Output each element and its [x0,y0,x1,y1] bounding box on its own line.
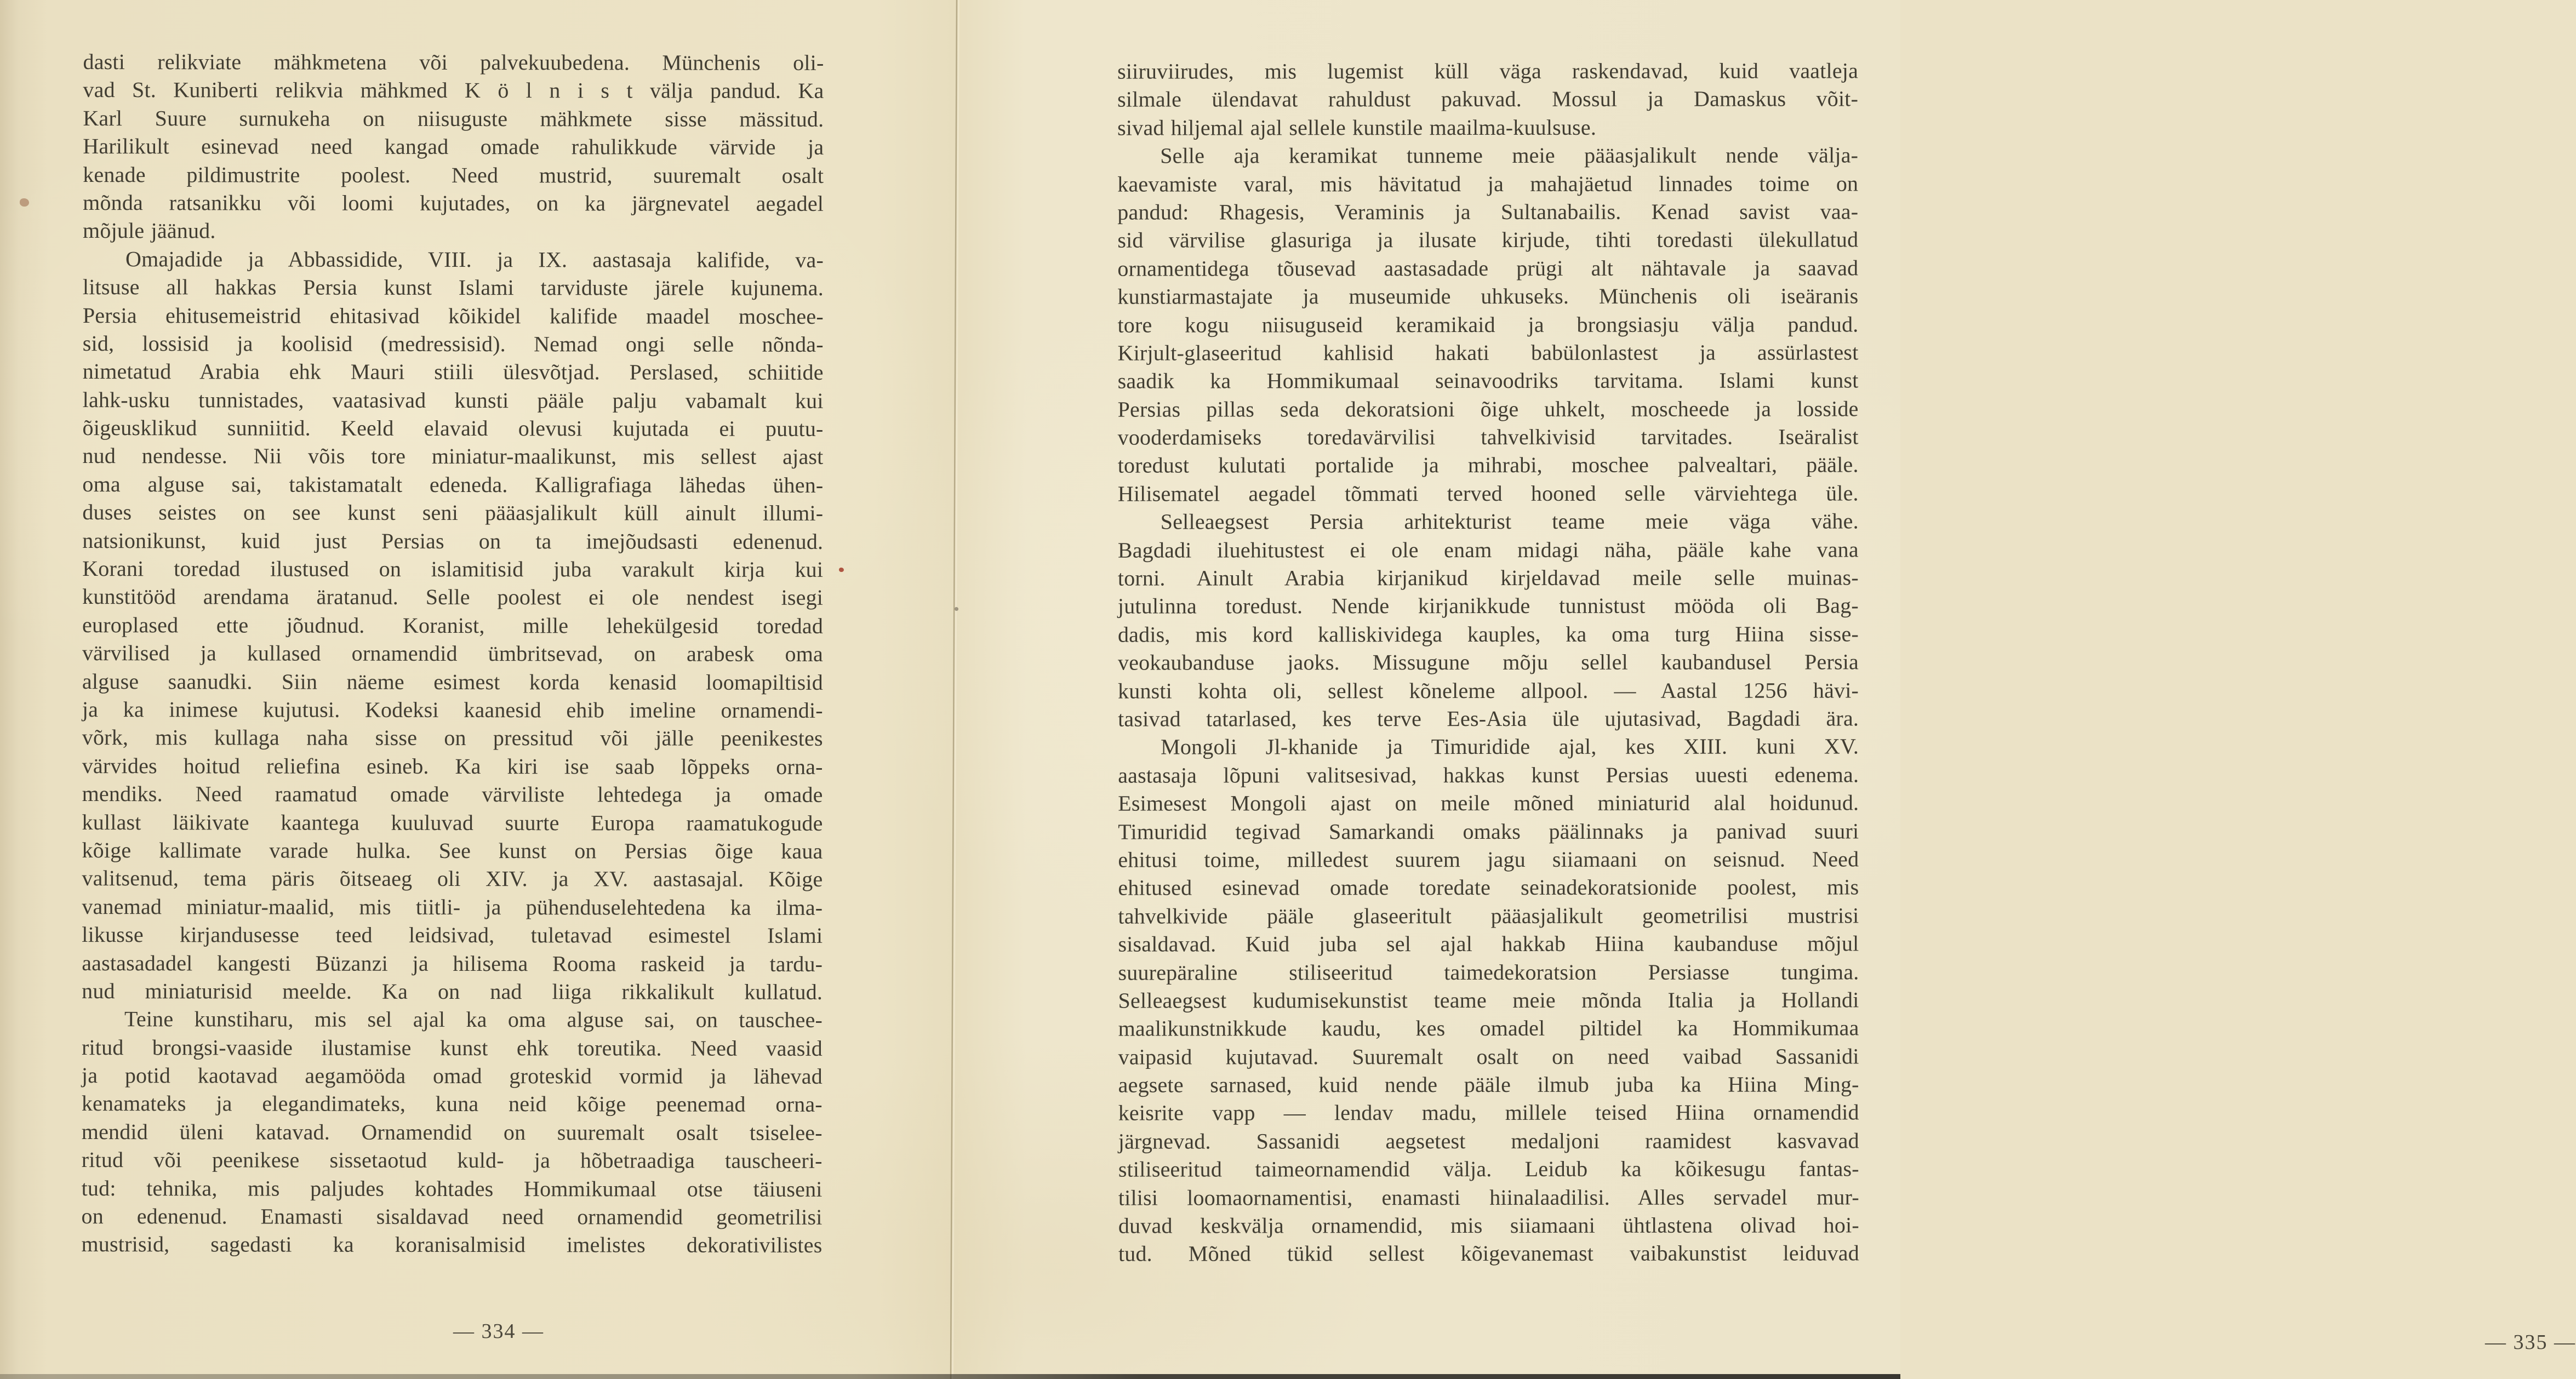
text-line: duvad keskvälja ornamendid, mis siiamaani ühtlastena olivad hoi- [1118,1212,1859,1238]
text-line: sisaldavad. Kuid juba sel ajal hakkab Hiina kaubanduse mõjul [1118,931,1859,957]
text-line: valitsenud, tema päris õitseaeg oli XIV. ja XV. aastasajal. Kõige [82,866,823,892]
text-line: silmale ülendavat rahuldust pakuvad. Mossul ja Damaskus võit- [1117,86,1859,112]
left-page-text [81,48,824,1260]
text-line: kenamateks ja elegandimateks, kuna neid kõige peenemad orna- [81,1091,823,1117]
right-page-number: — 335 — [2485,1331,2576,1354]
text-line: Kirjult-glaseeritud kahlisid hakati babülonlastest ja assürlastest [1117,340,1859,365]
text-line: tore kogu niisuguseid keramikaid ja brongsiasju välja pandud. [1117,311,1859,337]
text-line: stiliseeritud taimeornamendid välja. Leidub ka kõikesugu fantas- [1118,1156,1859,1182]
text-line: vaipasid kujutavad. Suuremalt osalt on need vaibad Sassanidi [1118,1044,1859,1069]
text-line: aastasadadel kangesti Büzanzi ja hilisema Rooma raskeid ja tardu- [82,950,823,976]
text-line: Persias pillas seda dekoratsioni õige uhkelt, moscheede ja losside [1117,396,1859,422]
text-line: Persia ehitusemeistrid ehitasivad kõikidel kalifide maadel moschee- [82,302,824,329]
text-line: Selle aja keramikat tunneme meie pääasjalikult nende välja- [1160,142,1859,168]
text-line: kunstiarmastajate ja museumide uhkuseks. Münchenis oli iseäranis [1117,283,1859,309]
text-line: sid värvilise glasuriga ja ilusate kirjude, tihti toredasti ülekullatud [1117,227,1859,253]
text-line: mõjule jäänud. [83,218,216,243]
text-line: litsuse all hakkas Persia kunst Islami tarviduste järele kujunema. [82,274,824,301]
text-line: kenade pildimustrite poolest. Need mustrid, suuremalt osalt [83,162,824,188]
text-line: nud miniaturisid meelde. Ka on nad liiga rikkalikult kullatud. [82,978,823,1004]
right-page [1117,0,2576,1379]
text-line: suurepäraline stiliseeritud taimedekoratsion Persiasse tungima. [1118,959,1859,985]
text-line: nud nendesse. Nii võis tore miniatur-maalikunst, mis sellest ajast [82,443,824,470]
text-line: aastasaja lõpuni valitsesivad, hakkas kunst Persias uuesti edenema. [1118,762,1859,788]
text-line: pandud: Rhagesis, Veraminis ja Sultanabailis. Kenad savist vaa- [1117,199,1859,225]
text-line: saadik ka Hommikumaal seinavoodriks tarvitama. Islami kunst [1117,368,1859,393]
text-line: Bagdadi iluehitustest ei ole enam midagi näha, pääle kahe vana [1117,537,1859,563]
text-line: värvilised ja kullased ornamendid ümbritsevad, on arabesk oma [82,640,824,667]
text-line: Teine kunstiharu, mis sel ajal ka oma alguse sai, on tauschee- [124,1006,823,1033]
text-line: lahk-usku tunnistades, vaatasivad kunsti pääle palju vabamalt kui [82,387,824,413]
text-line: vanemad miniatur-maalid, mis tiitli- ja pühenduselehtedena ka ilma- [82,894,823,920]
text-line: Esimesest Mongoli ajast on meile mõned miniaturid alal hoidunud. [1118,790,1859,816]
text-line: oma alguse sai, takistamatalt edeneda. Kalligrafiaga lähedas ühen- [82,471,824,497]
text-line: duses seistes on see kunst seni pääasjalikult küll ainult illumi- [82,500,824,526]
text-line: toredust kulutati portalide ja mihrabi, moschee palvealtari, pääle. [1117,452,1859,478]
paper-speck [955,607,958,611]
text-line: mustrisid, sagedasti ka koranisalmisid imelistes dekorativilistes [81,1232,823,1258]
text-line: europlased ette jõudnud. Koranist, mille lehekülgesid toredad [82,612,824,638]
left-page [82,0,823,1379]
text-line: vooderdamiseks toredavärvilisi tahvelkivisid tarvitades. Iseäralist [1117,424,1859,450]
text-line: ja ka inimese kujutusi. Kodeksi kaanesid ehib imeline ornamendi- [82,697,823,723]
text-line: alguse saanudki. Siin näeme esimest korda kenasid loomapiltisid [82,668,823,695]
text-line: Korani toredad ilustused on islamitisid juba varakult kirja kui [82,556,824,582]
text-line: on edenenud. Enamasti sisaldavad need ornamendid geometrilisi [81,1204,823,1229]
text-line: kõige kallimate varade hulka. See kunst on Persias õige kaua [82,837,823,863]
left-page-number: — 334 — [453,1320,544,1343]
text-line: Timuridid tegivad Samarkandi omaks päälinnaks ja panivad suuri [1118,818,1859,844]
text-line: mendiks. Need raamatud omade värviliste lehtedega ja omade [82,781,823,808]
text-line: veokaubanduse jaoks. Missugune mõju sellel kaubandusel Persia [1117,649,1859,675]
text-line: Mongoli Jl-khanide ja Timuridide ajal, kes XIII. kuni XV. [1161,734,1859,759]
text-line: mendid üleni katavad. Ornamendid on suuremalt osalt tsiselee- [81,1119,823,1145]
text-line: siiruviirudes, mis lugemist küll väga raskendavad, kuid vaatleja [1117,58,1859,84]
text-line: värvides hoitud reliefina esineb. Ka kiri ise saab lõppeks orna- [82,753,823,779]
text-line: mõnda ratsanikku või loomi kujutades, on ka järgnevatel aegadel [83,190,824,216]
text-line: tilisi loomaornamentisi, enamasti hiinalaadilisi. Alles servadel mur- [1118,1185,1859,1210]
right-page-text [1117,56,1859,1268]
text-line: torni. Ainult Arabia kirjanikud kirjeldavad meile selle muinas- [1117,565,1859,591]
text-line: dasti relikviate mähkmetena või palvekuubedena. Münchenis oli- [83,49,824,75]
paper-speck [20,198,29,207]
text-line: jutulinna toredust. Nende kirjanikkude tunnistust mööda oli Bag- [1117,593,1859,619]
text-line: tud: tehnika, mis paljudes kohtades Hommikumaal otse täiuseni [81,1175,823,1201]
text-line: vad St. Kuniberti relikvia mähkmed K ö l n i s t välja pandud. Ka [83,77,824,104]
text-line: ja potid kaotavad aegamööda omad groteskid vormid ja lähevad [81,1063,823,1089]
text-line: keisrite vapp — lendav madu, millele teised Hiina ornamendid [1118,1100,1859,1126]
text-line: Harilikult esinevad need kangad omade rahulikkude värvide ja [83,134,824,160]
text-line: nimetatud Arabia ehk Mauri stiili ülesvõtjad. Perslased, schiitide [82,359,824,385]
text-line: natsionikunst, kuid just Persias on ta imejõudsasti edenenud. [82,528,824,554]
text-line: Selleaegsest Persia arhitekturist teame meie väga vähe. [1160,508,1859,534]
text-line: järgnevad. Sassanidi aegsetest medaljoni raamidest kasvavad [1118,1128,1859,1154]
text-line: maalikunstnikkude kaudu, kes omadel piltidel ka Hommikumaa [1118,1015,1859,1041]
text-line: kullast läikivate kaantega kuuluvad suurte Europa raamatukogude [82,809,823,836]
text-line: kaevamiste varal, mis hävitatud ja mahajäetud linnades toime on [1117,170,1859,197]
paper-speck [839,568,844,572]
text-line: aegsete sarnased, kuid nende pääle ilmub juba ka Hiina Ming- [1118,1072,1859,1097]
text-line: Omajadide ja Abbassidide, VIII. ja IX. aastasaja kalifide, va- [125,246,824,272]
scan-bottom-edge [0,1374,1900,1379]
text-line: kunstitööd arendama äratanud. Selle poolest ei ole nendest isegi [82,584,824,610]
text-line: ritud või peenikese sissetaotud kuld- ja hõbetraadiga tauscheeri- [81,1147,823,1174]
text-line: sid, lossisid ja koolisid (medressisid). Nemad ongi selle nõnda- [82,330,824,357]
text-line: tahvelkivide pääle glaseeritult pääasjalikult geometrilisi mustrisi [1118,903,1859,929]
text-line: tasivad tatarlased, kes terve Ees-Asia üle ujutasivad, Bagdadi ära. [1118,706,1859,731]
text-line: ornamentidega tõusevad aastasadade prügi alt nähtavale ja saavad [1117,255,1859,281]
text-line: Selleaegsest kudumisekunstist teame meie mõnda Italia ja Hollandi [1118,987,1859,1013]
text-line: Karl Suure surnukeha on niisuguste mähkmete sisse mässitud. [83,105,824,131]
text-line: ehitused esinevad omade toredate seinadekoratsionide poolest, mis [1118,874,1859,900]
text-line: dadis, mis kord kalliskividega kauples, ka oma turg Hiina sisse- [1117,621,1859,647]
text-line: kunsti kohta oli, sellest kõneleme allpool. — Aastal 1256 hävi- [1118,678,1859,703]
text-line: likusse kirjandusesse teed leidsivad, tuletavad esimestel Islami [82,922,823,948]
text-line: ehitusi toime, milledest suurem jagu siiamaani on seisnud. Need [1118,846,1859,872]
text-line: sivad hiljemal ajal sellele kunstile maailma-kuulsuse. [1117,115,1597,140]
text-line: õigeusklikud sunniitid. Keeld elavaid olevusi kujutada ei puutu- [82,415,824,442]
text-line: tud. Mõned tükid sellest kõigevanemast vaibakunstist leiduvad [1118,1240,1859,1266]
text-line: Hilisematel aegadel tõmmati terved hooned selle värviehtega üle. [1117,480,1859,506]
text-line: võrk, mis kullaga naha sisse on pressitud või jälle peenikestes [82,725,823,751]
text-line: ritud brongsi-vaaside ilustamise kunst ehk toreutika. Need vaasid [81,1034,823,1061]
